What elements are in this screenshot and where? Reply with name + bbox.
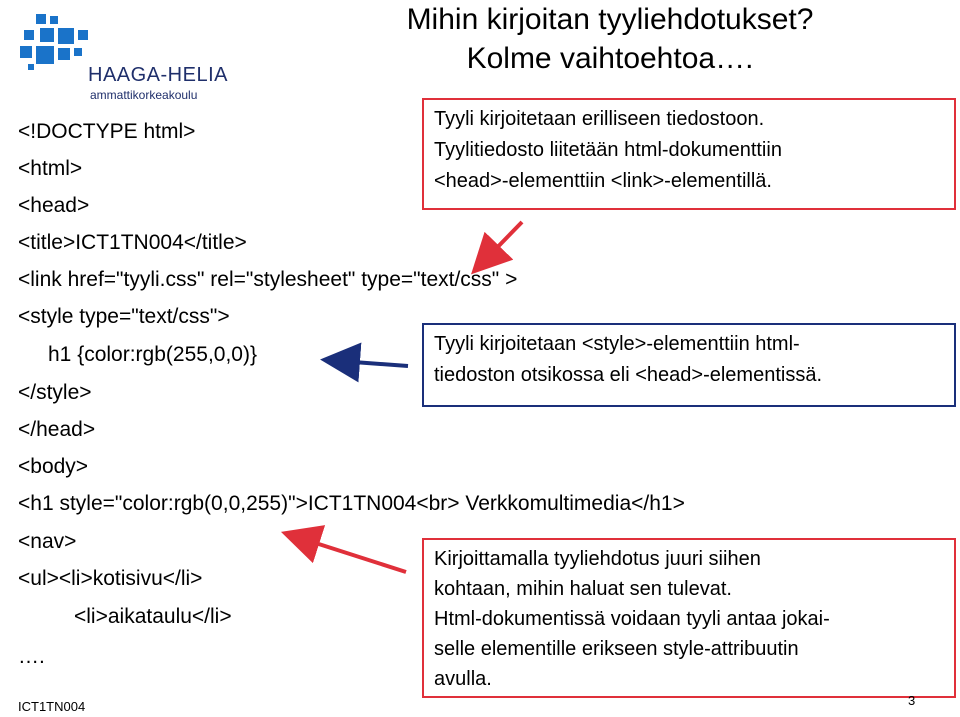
arrow-to-style-icon — [340, 361, 408, 366]
code-line-style-open: <style type="text/css"> — [18, 305, 230, 328]
code-line-ellipsis: …. — [18, 645, 45, 668]
course-code-footer: ICT1TN004 — [18, 699, 86, 714]
inline-style-line-3: Html-dokumentissä voidaan tyyli antaa jokai- — [434, 608, 830, 630]
code-line-li: <li>aikataulu</li> — [74, 605, 232, 628]
internal-style-line-2: tiedoston otsikossa eli <head>-elementissä. — [434, 364, 823, 386]
code-line-style-close: </style> — [18, 381, 92, 404]
external-style-line-3: <head>-elementtiin <link>-elementillä. — [434, 170, 772, 192]
inline-style-line-2: kohtaan, mihin haluat sen tulevat. — [434, 578, 732, 600]
page-number: 3 — [908, 693, 916, 708]
external-style-line-2: Tyylitiedosto liitetään html-dokumenttiin — [434, 139, 782, 161]
code-line-head-close: </head> — [18, 418, 96, 441]
external-style-line-1: Tyyli kirjoitetaan erilliseen tiedostoon. — [434, 108, 765, 130]
slide-title-line-2: Kolme vaihtoehtoa…. — [466, 42, 754, 75]
code-line-head: <head> — [18, 194, 90, 217]
code-line-html: <html> — [18, 157, 83, 180]
code-line-doctype: <!DOCTYPE html> — [18, 120, 196, 143]
code-line-h1-inline: <h1 style="color:rgb(0,0,255)">ICT1TN004<br> Verkkomultimedia</h1> — [18, 492, 685, 515]
internal-style-line-1: Tyyli kirjoitetaan <style>-elementtiin html- — [434, 333, 800, 355]
arrow-to-link-icon — [485, 222, 522, 260]
slide-title-line-1: Mihin kirjoitan tyyliehdotukset? — [406, 3, 814, 36]
arrow-to-h1-inline-icon — [300, 538, 406, 572]
code-line-body: <body> — [18, 455, 89, 478]
code-line-ul: <ul><li>kotisivu</li> — [18, 567, 203, 590]
inline-style-line-1: Kirjoittamalla tyyliehdotus juuri siihen — [434, 548, 761, 570]
code-line-h1-rule: h1 {color:rgb(255,0,0)} — [48, 343, 257, 366]
code-line-title: <title>ICT1TN004</title> — [18, 231, 247, 254]
inline-style-line-5: avulla. — [434, 668, 492, 690]
code-line-link: <link href="tyyli.css" rel="stylesheet" type="text/css" > — [18, 268, 518, 291]
logo-subtitle: ammattikorkeakoulu — [90, 88, 198, 102]
logo-name: HAAGA-HELIA — [88, 64, 228, 86]
inline-style-line-4: selle elementille erikseen style-attribuutin — [434, 638, 799, 660]
code-line-nav: <nav> — [18, 530, 77, 553]
